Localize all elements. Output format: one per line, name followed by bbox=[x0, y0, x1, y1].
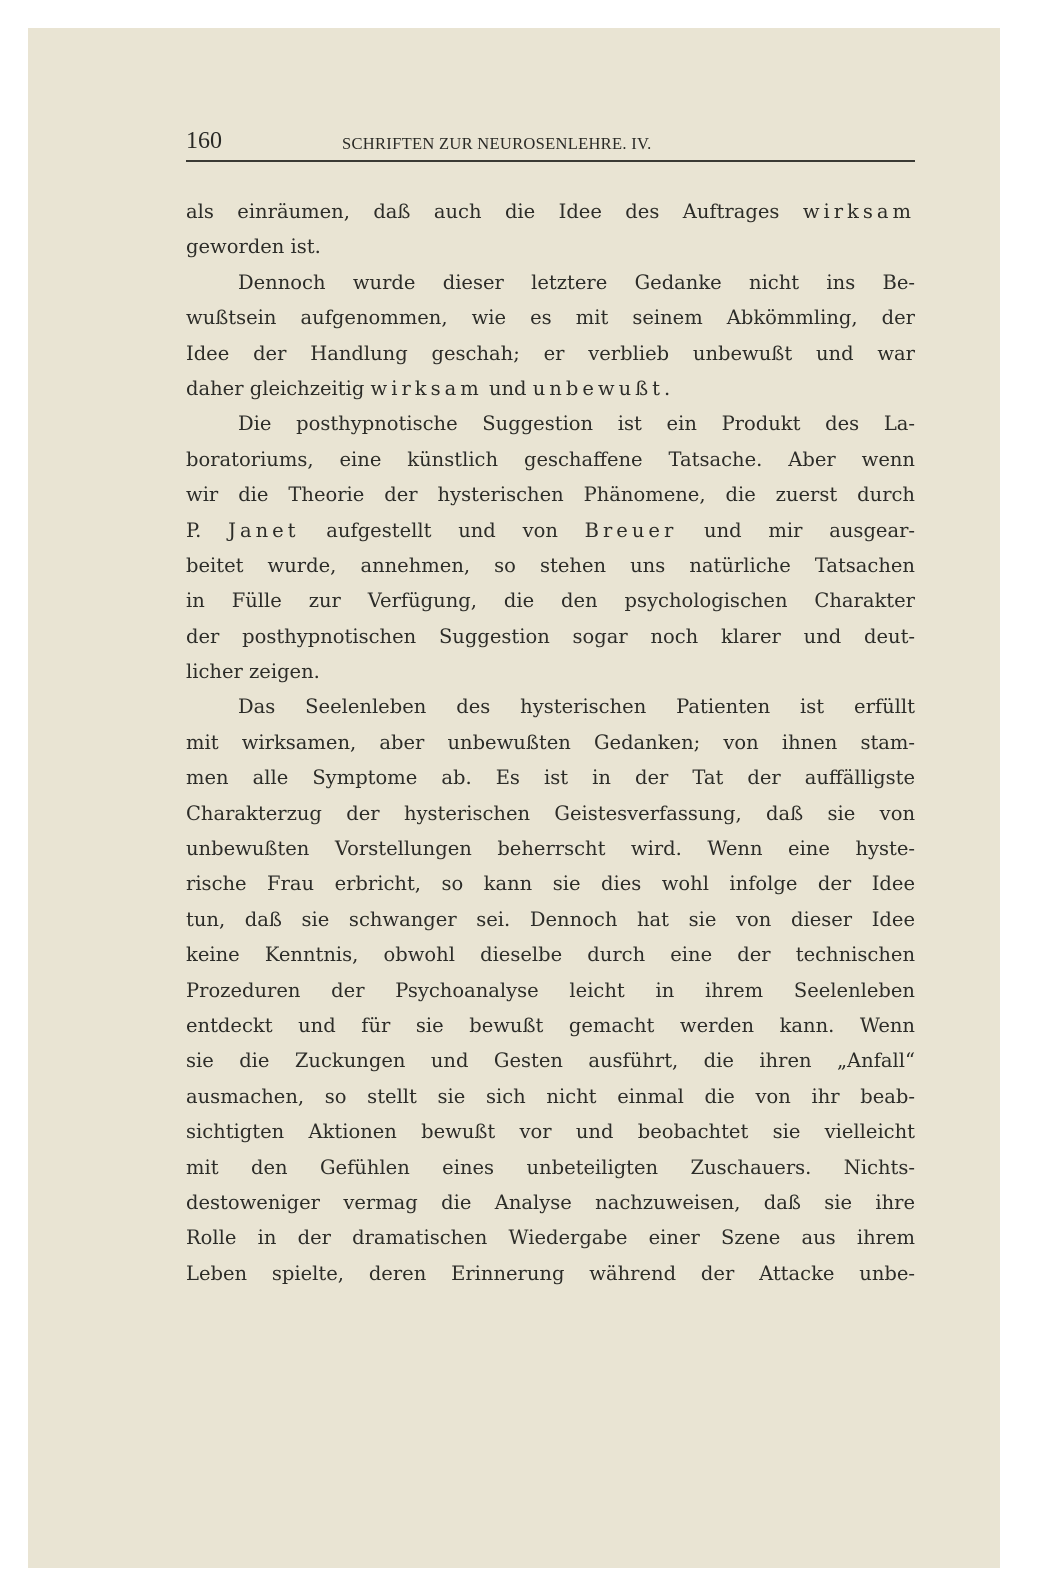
text-line: unbewußten Vorstellungen beherrscht wird. Wenn eine hyste- bbox=[186, 837, 915, 861]
text-line: wußtsein aufgenommen, wie es mit seinem Abkömmling, der bbox=[186, 306, 915, 330]
book-page bbox=[28, 28, 1000, 1568]
text-line: tun, daß sie schwanger sei. Dennoch hat sie von dieser Idee bbox=[186, 907, 915, 931]
text-line: Prozeduren der Psychoanalyse leicht in ihrem Seelenleben bbox=[186, 978, 915, 1002]
text-line: sie die Zuckungen und Gesten ausführt, die ihren „Anfall“ bbox=[186, 1049, 915, 1073]
running-header bbox=[186, 128, 915, 160]
text-line: Dennoch wurde dieser letztere Gedanke nicht ins Be- bbox=[238, 270, 915, 294]
text-line: P. Janet aufgestellt und von Breuer und mir ausgear- bbox=[186, 518, 916, 542]
text-line: als einräumen, daß auch die Idee des Auftrages wirksam bbox=[186, 200, 916, 223]
text-line: men alle Symptome ab. Es ist in der Tat der auffälligste bbox=[186, 766, 915, 790]
page-number: 160 bbox=[186, 128, 222, 154]
text-line: entdeckt und für sie bewußt gemacht werden kann. Wenn bbox=[186, 1013, 915, 1037]
text-line: Die posthypnotische Suggestion ist ein Produkt des La- bbox=[238, 412, 915, 436]
text-line: beitet wurde, annehmen, so stehen uns natürliche Tatsachen bbox=[186, 553, 915, 577]
text-line: rische Frau erbricht, so kann sie dies wohl infolge der Idee bbox=[186, 872, 915, 896]
emphasized-word: Janet bbox=[228, 518, 300, 542]
emphasized-word: wirksam bbox=[802, 200, 916, 223]
text-line: mit wirksamen, aber unbewußten Gedanken; von ihnen stam- bbox=[186, 730, 915, 754]
text-line: der posthypnotischen Suggestion sogar noch klarer und deut- bbox=[186, 624, 915, 648]
text-line: daher gleichzeitig wirksam und unbewußt. bbox=[186, 376, 675, 400]
text-line: in Fülle zur Verfügung, die den psychologischen Charakter bbox=[186, 589, 915, 613]
text-line: mit den Gefühlen eines unbeteiligten Zuschauers. Nichts- bbox=[186, 1155, 915, 1179]
text-line: wir die Theorie der hysterischen Phänomene, die zuerst durch bbox=[186, 483, 915, 507]
text-line: Leben spielte, deren Erinnerung während der Attacke unbe- bbox=[186, 1261, 915, 1285]
body-text bbox=[186, 194, 915, 1291]
text-line: keine Kenntnis, obwohl dieselbe durch eine der technischen bbox=[186, 943, 915, 967]
text-line: destoweniger vermag die Analyse nachzuweisen, daß sie ihre bbox=[186, 1190, 915, 1214]
text-line: boratoriums, eine künstlich geschaffene Tatsache. Aber wenn bbox=[186, 447, 915, 471]
text-line: Charakterzug der hysterischen Geistesverfassung, daß sie von bbox=[186, 801, 915, 825]
text-line: Rolle in der dramatischen Wiedergabe einer Szene aus ihrem bbox=[186, 1226, 915, 1250]
text-line: geworden ist. bbox=[186, 235, 321, 259]
emphasized-word: Breuer bbox=[584, 518, 678, 542]
text-line: licher zeigen. bbox=[186, 660, 320, 684]
text-line: ausmachen, so stellt sie sich nicht einmal die von ihr beab- bbox=[186, 1084, 915, 1108]
text-line: Idee der Handlung geschah; er verblieb unbewußt und war bbox=[186, 341, 915, 365]
text-line: sichtigten Aktionen bewußt vor und beobachtet sie vielleicht bbox=[186, 1120, 915, 1144]
text-line: Das Seelenleben des hysterischen Patienten ist erfüllt bbox=[238, 695, 915, 719]
emphasized-word: wirksam bbox=[370, 376, 483, 400]
running-title: SCHRIFTEN ZUR NEUROSENLEHRE. IV. bbox=[342, 134, 652, 153]
emphasized-word: unbewußt. bbox=[532, 376, 675, 400]
header-rule bbox=[186, 160, 915, 162]
